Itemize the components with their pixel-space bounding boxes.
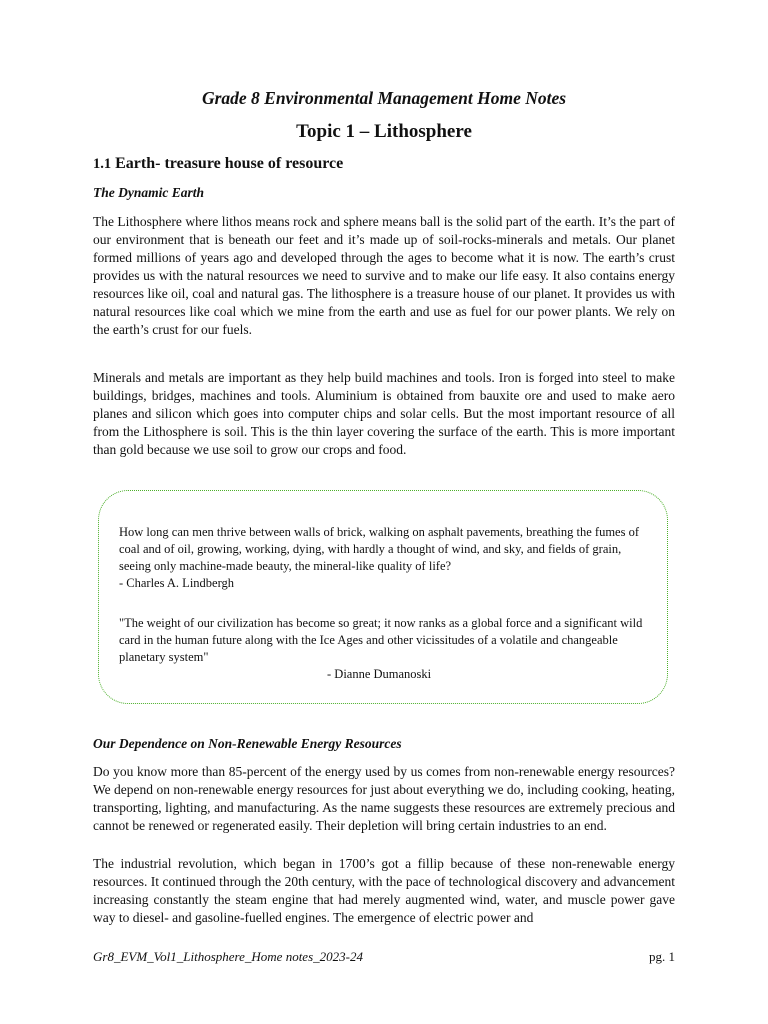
quote-dumanoski-text: "The weight of our civilization has become so great; it now ranks as a global force and a significant wild card in the human future along with the Ice Ages and other vicissitudes of a volatile and changeable planetary system" <box>119 616 643 664</box>
quote-lindbergh-text: How long can men thrive between walls of brick, walking on asphalt pavements, breathing the fumes of coal and of oil, growing, working, dying, with hardly a thought of wind, and sky, and fields of grain, seeing only machine-made beauty, the mineral-like quality of life? <box>119 525 639 573</box>
dynamic-earth-paragraph-1: The Lithosphere where lithos means rock and sphere means ball is the solid part of the earth. It’s the part of our environment that is beneath our feet and it’s made up of soil-rocks-minerals and metals. Our planet formed millions of years ago and developed through the ages to become what it is now. The earth’s crust provides us with the natural resources we need to survive and to make our life easy. It also contains energy resources like oil, coal and natural gas. The lithosphere is a treasure house of our planet. It provides us with natural resources like coal which we mine from the earth and use as fuel for our power plants. We rely on the earth’s crust for our fuels. <box>93 214 675 337</box>
topic-heading: Topic 1 – Lithosphere <box>296 121 472 142</box>
dependence-paragraph-2: The industrial revolution, which began in 1700’s got a fillip because of these non-renewable energy resources. It continued through the 20th century, with the pace of technological discovery and advancement increasing constantly the steam engine that had merely augmented wind, water, and muscle power gave way to diesel- and gasoline-fuelled engines. The emergence of electric power and <box>93 856 675 925</box>
document-title: Grade 8 Environmental Management Home Notes <box>201 88 567 108</box>
dynamic-earth-paragraph-2: Minerals and metals are important as they help build machines and tools. Iron is forged into steel to make buildings, bridges, machines and tools. Aluminium is obtained from bauxite ore and used to make aero planes and silicon which goes into computer chips and solar cells. But the most important resource of all from the Lithosphere is soil. This is the thin layer covering the surface of the earth. This is more important than gold because we use soil to grow our crops and food. <box>93 370 675 457</box>
section-number: 1.1 <box>93 156 112 172</box>
dependence-paragraph-1: Do you know more than 85-percent of the energy used by us comes from non-renewable energy resources? We depend on non-renewable energy resources for just about everything we do, including cooking, heating, transporting, lighting, and manufacturing. As the name suggests these resources are extremely precious and cannot be renewed or regenerated easily. Their depletion will bring certain industries to an end. <box>93 764 675 833</box>
section-heading <box>93 155 343 173</box>
footer-page-number: pg. 1 <box>649 949 675 964</box>
dynamic-earth-heading: The Dynamic Earth <box>93 185 205 200</box>
quote-dumanoski <box>119 615 659 683</box>
quote-dumanoski-author: - Dianne Dumanoski <box>327 667 432 681</box>
dependence-heading: Our Dependence on Non-Renewable Energy Resources <box>93 736 402 751</box>
quote-lindbergh-author: - Charles A. Lindbergh <box>119 576 235 590</box>
quote-box <box>98 490 668 704</box>
quote-lindbergh <box>119 524 649 592</box>
section-title: Earth- treasure house of resource <box>115 155 344 172</box>
footer-filename: Gr8_EVM_Vol1_Lithosphere_Home notes_2023-24 <box>93 949 363 964</box>
